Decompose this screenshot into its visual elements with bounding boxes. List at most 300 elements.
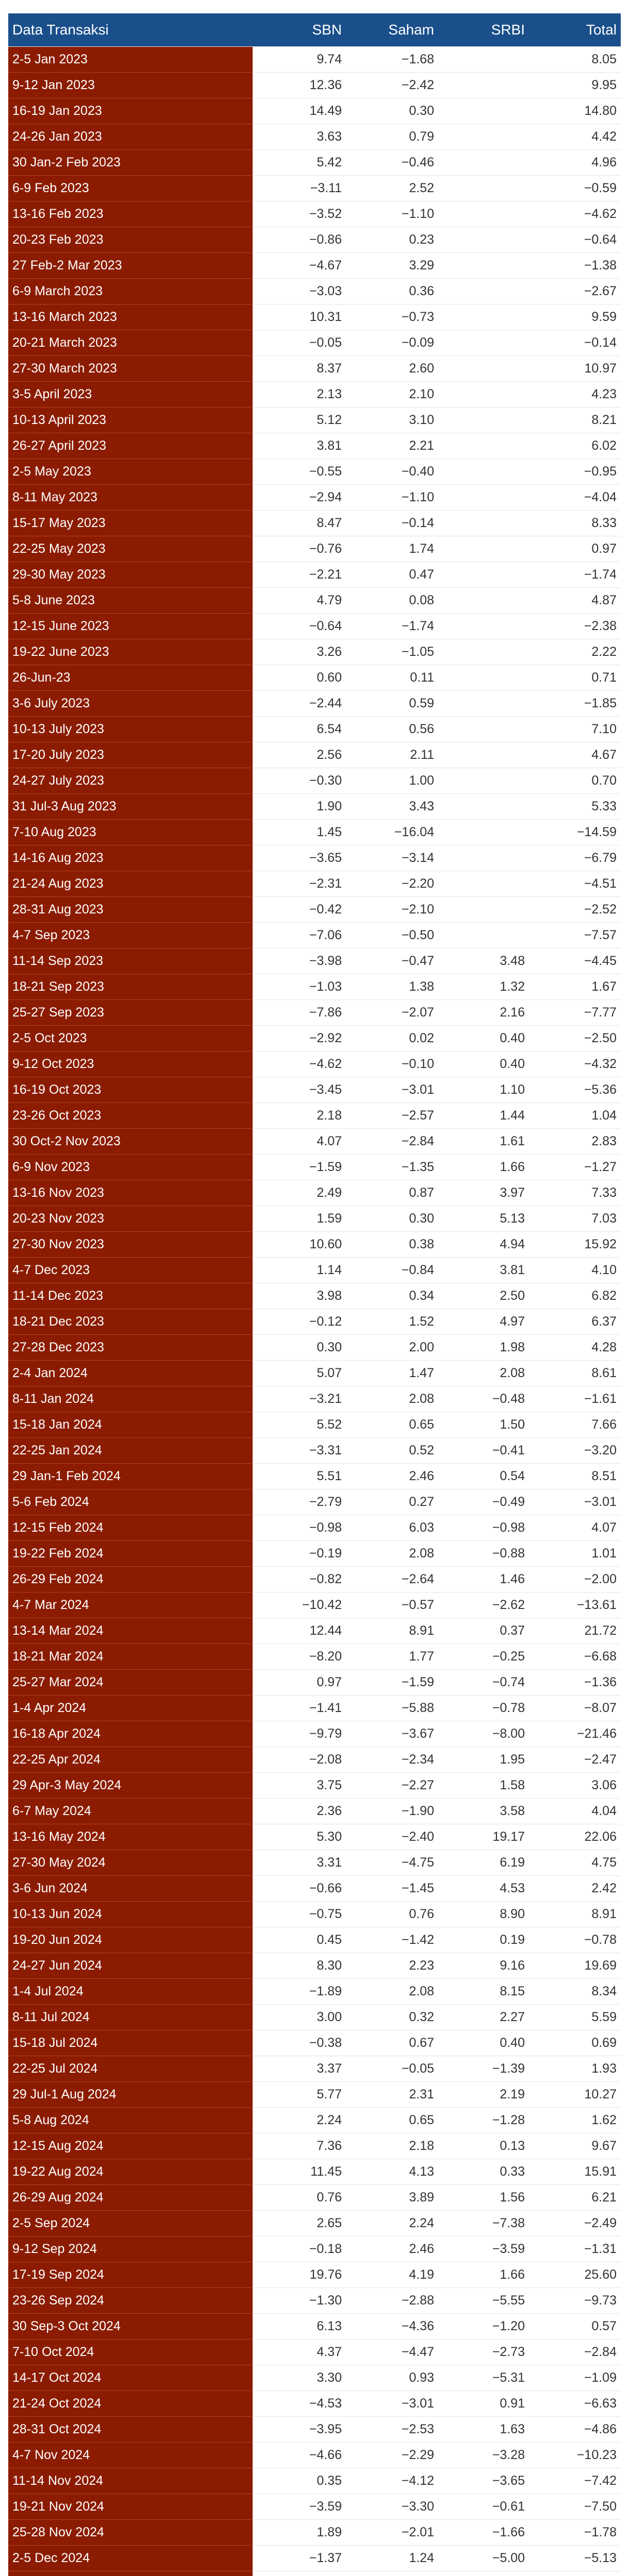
cell-saham: 0.56 [346, 716, 438, 742]
cell-sbn: −2.44 [253, 690, 346, 716]
cell-saham: 1.38 [346, 974, 438, 999]
cell-srbi: 4.53 [438, 1875, 529, 1901]
cell-sbn: −3.95 [253, 2416, 346, 2442]
table-row [8, 2107, 621, 2133]
cell-total: 0.97 [529, 536, 621, 562]
table-row [8, 2262, 621, 2287]
cell-srbi: −0.49 [438, 1489, 529, 1515]
cell-sbn: −3.45 [253, 1077, 346, 1103]
row-label: 25-27 Sep 2023 [8, 999, 253, 1025]
cell-total: −6.63 [529, 2391, 621, 2416]
cell-saham: −0.10 [346, 1051, 438, 1077]
table-row [8, 175, 621, 201]
table-row [8, 2468, 621, 2494]
cell-total: −1.61 [529, 1386, 621, 1412]
cell-total: −7.50 [529, 2494, 621, 2519]
cell-sbn: 10.31 [253, 304, 346, 330]
cell-total: 2.42 [529, 1875, 621, 1901]
table-row [8, 1180, 621, 1206]
cell-srbi: 1.63 [438, 2416, 529, 2442]
cell-srbi [438, 484, 529, 510]
cell-sbn: 2.13 [253, 381, 346, 407]
cell-sbn: 0.45 [253, 1927, 346, 1953]
cell-saham: 0.08 [346, 587, 438, 613]
row-label: 11-14 Sep 2023 [8, 948, 253, 974]
cell-total: 10.27 [529, 2081, 621, 2107]
table-row [8, 716, 621, 742]
cell-srbi: 19.17 [438, 1824, 529, 1850]
table-row [8, 201, 621, 227]
cell-total: 7.66 [529, 1412, 621, 1437]
cell-saham: 0.02 [346, 1025, 438, 1051]
table-row [8, 2056, 621, 2081]
cell-sbn: 0.30 [253, 1334, 346, 1360]
cell-total: −0.14 [529, 330, 621, 355]
cell-saham: −1.10 [346, 484, 438, 510]
cell-saham: 0.79 [346, 124, 438, 149]
table-row [8, 149, 621, 175]
row-label: 20-21 March 2023 [8, 330, 253, 355]
table-row [8, 1669, 621, 1695]
row-label: 12-15 June 2023 [8, 613, 253, 639]
row-label: 17-20 July 2023 [8, 742, 253, 768]
cell-total: −5.36 [529, 1077, 621, 1103]
cell-srbi: −2.62 [438, 1592, 529, 1618]
cell-saham: 1.47 [346, 1360, 438, 1386]
cell-sbn: 3.30 [253, 2365, 346, 2391]
cell-total: 9.59 [529, 304, 621, 330]
cell-saham: 2.60 [346, 355, 438, 381]
cell-srbi: −5.55 [438, 2287, 529, 2313]
cell-srbi: 1.56 [438, 2184, 529, 2210]
cell-srbi: 6.19 [438, 1850, 529, 1875]
cell-total: 0.70 [529, 768, 621, 793]
cell-saham: 0.87 [346, 1180, 438, 1206]
table-row [8, 1901, 621, 1927]
table-row [8, 227, 621, 252]
cell-sbn: −4.62 [253, 1051, 346, 1077]
cell-saham: 1.77 [346, 1643, 438, 1669]
cell-saham: −2.64 [346, 1566, 438, 1592]
table-row [8, 1386, 621, 1412]
cell-saham: −2.34 [346, 1747, 438, 1772]
table-row [8, 1540, 621, 1566]
column-header-srbi: SRBI [491, 21, 525, 38]
cell-saham: 2.23 [346, 1953, 438, 1978]
cell-total: −0.64 [529, 227, 621, 252]
cell-total: −7.77 [529, 999, 621, 1025]
cell-sbn: 5.42 [253, 149, 346, 175]
cell-srbi [438, 149, 529, 175]
cell-sbn: 2.24 [253, 2107, 346, 2133]
cell-saham: −0.47 [346, 948, 438, 974]
row-label: 20-23 Nov 2023 [8, 1206, 253, 1231]
row-label: 31 Jul-3 Aug 2023 [8, 793, 253, 819]
cell-total: 8.34 [529, 1978, 621, 2004]
cell-saham: 3.89 [346, 2184, 438, 2210]
cell-srbi [438, 201, 529, 227]
table-row [8, 2416, 621, 2442]
row-label: 10-13 July 2023 [8, 716, 253, 742]
table-row [8, 922, 621, 948]
cell-sbn: 1.45 [253, 819, 346, 845]
cell-total: −6.68 [529, 1643, 621, 1669]
cell-srbi [438, 459, 529, 484]
row-label: 3-6 Jun 2024 [8, 1875, 253, 1901]
cell-sbn: 3.63 [253, 124, 346, 149]
table-row [8, 2236, 621, 2262]
cell-saham: 0.52 [346, 1437, 438, 1463]
cell-total: 4.96 [529, 149, 621, 175]
cell-sbn: 5.51 [253, 1463, 346, 1489]
cell-srbi: −0.74 [438, 1669, 529, 1695]
cell-saham: 1.00 [346, 768, 438, 793]
data-table-container [8, 13, 621, 2576]
cell-srbi: 1.44 [438, 1103, 529, 1128]
cell-sbn: 5.30 [253, 1824, 346, 1850]
cell-saham: 4.19 [346, 2262, 438, 2287]
cell-srbi: 1.61 [438, 1128, 529, 1154]
cell-saham: 2.46 [346, 1463, 438, 1489]
cell-saham: −1.59 [346, 1669, 438, 1695]
table-row [8, 690, 621, 716]
cell-sbn: −0.98 [253, 1515, 346, 1540]
row-label: 29 Apr-3 May 2024 [8, 1772, 253, 1798]
cell-total: −1.78 [529, 2519, 621, 2545]
cell-sbn: 8.37 [253, 355, 346, 381]
row-label: 26-29 Feb 2024 [8, 1566, 253, 1592]
cell-srbi: 0.91 [438, 2391, 529, 2416]
cell-total: 1.67 [529, 974, 621, 999]
row-label: 15-18 Jan 2024 [8, 1412, 253, 1437]
row-label: 1-4 Apr 2024 [8, 1695, 253, 1721]
cell-srbi: 3.97 [438, 1180, 529, 1206]
cell-sbn: 4.79 [253, 587, 346, 613]
row-label: 13-16 May 2024 [8, 1824, 253, 1850]
table-row [8, 665, 621, 690]
table-row [8, 1772, 621, 1798]
cell-sbn: 19.76 [253, 2262, 346, 2287]
data-table [8, 13, 621, 2576]
cell-sbn: −4.66 [253, 2442, 346, 2468]
cell-sbn: 2.18 [253, 1103, 346, 1128]
cell-total: 7.33 [529, 1180, 621, 1206]
table-row [8, 2210, 621, 2236]
cell-saham: 3.29 [346, 252, 438, 278]
cell-saham: 2.08 [346, 1540, 438, 1566]
cell-saham: 0.23 [346, 227, 438, 252]
cell-srbi: 2.27 [438, 2004, 529, 2030]
row-label: 6-9 March 2023 [8, 278, 253, 304]
cell-sbn: −10.42 [253, 1592, 346, 1618]
cell-saham: 6.03 [346, 1515, 438, 1540]
cell-saham: 0.32 [346, 2004, 438, 2030]
table-row [8, 2519, 621, 2545]
cell-sbn: 9.74 [253, 46, 346, 72]
row-label: 23-26 Sep 2024 [8, 2287, 253, 2313]
cell-sbn: −3.31 [253, 1437, 346, 1463]
cell-srbi: 1.10 [438, 1077, 529, 1103]
cell-srbi [438, 871, 529, 896]
row-label: 4-7 Sep 2023 [8, 922, 253, 948]
cell-saham: 0.59 [346, 690, 438, 716]
cell-srbi: −0.98 [438, 1515, 529, 1540]
table-row [8, 252, 621, 278]
cell-saham: 2.08 [346, 1978, 438, 2004]
table-row [8, 845, 621, 871]
cell-saham: −2.20 [346, 871, 438, 896]
table-row [8, 1206, 621, 1231]
cell-srbi: −7.38 [438, 2210, 529, 2236]
cell-sbn: −1.30 [253, 2287, 346, 2313]
cell-saham: 2.21 [346, 433, 438, 459]
cell-saham: −2.40 [346, 1824, 438, 1850]
cell-sbn: 12.36 [253, 72, 346, 98]
table-row [8, 278, 621, 304]
cell-sbn: 8.30 [253, 1953, 346, 1978]
cell-srbi: 1.50 [438, 1412, 529, 1437]
cell-saham: 2.24 [346, 2210, 438, 2236]
cell-saham: 0.11 [346, 665, 438, 690]
table-row [8, 1618, 621, 1643]
row-label: 11-14 Nov 2024 [8, 2468, 253, 2494]
table-row [8, 1747, 621, 1772]
row-label: 13-16 March 2023 [8, 304, 253, 330]
cell-srbi: 9.16 [438, 1953, 529, 1978]
cell-srbi: 1.66 [438, 2262, 529, 2287]
cell-total: −2.50 [529, 1025, 621, 1051]
table-row [8, 1231, 621, 1257]
cell-saham: 0.30 [346, 98, 438, 124]
cell-srbi: 2.19 [438, 2081, 529, 2107]
column-header-total: Total [586, 21, 617, 38]
cell-srbi [438, 46, 529, 72]
table-row [8, 1798, 621, 1824]
cell-sbn: −1.37 [253, 2545, 346, 2571]
row-label: 29-30 May 2023 [8, 562, 253, 587]
cell-sbn: −0.42 [253, 896, 346, 922]
cell-total: 4.87 [529, 587, 621, 613]
cell-sbn: 10.60 [253, 1231, 346, 1257]
table-row [8, 1850, 621, 1875]
cell-total: −13.61 [529, 1592, 621, 1618]
cell-total: 8.33 [529, 510, 621, 536]
cell-srbi: −1.66 [438, 2519, 529, 2545]
cell-srbi [438, 330, 529, 355]
row-label: 28-31 Aug 2023 [8, 896, 253, 922]
cell-total: 7.03 [529, 1206, 621, 1231]
cell-srbi: 4.97 [438, 1309, 529, 1334]
cell-srbi: 1.66 [438, 1154, 529, 1180]
cell-srbi: 1.95 [438, 1747, 529, 1772]
cell-sbn: −1.03 [253, 974, 346, 999]
row-label: 12-15 Aug 2024 [8, 2133, 253, 2159]
cell-srbi: −3.65 [438, 2468, 529, 2494]
cell-total: 8.51 [529, 1463, 621, 1489]
table-row [8, 46, 621, 72]
cell-sbn: −8.20 [253, 1643, 346, 1669]
cell-saham: −0.14 [346, 510, 438, 536]
cell-saham: 2.18 [346, 2133, 438, 2159]
row-label: 28-31 Oct 2024 [8, 2416, 253, 2442]
table-row [8, 974, 621, 999]
table-header-row [8, 13, 621, 46]
table-row [8, 1025, 621, 1051]
cell-total: −1.74 [529, 562, 621, 587]
row-label: 27-30 May 2024 [8, 1850, 253, 1875]
table-row [8, 355, 621, 381]
cell-total: 6.02 [529, 433, 621, 459]
cell-sbn: 0.60 [253, 665, 346, 690]
cell-saham: 0.34 [346, 1283, 438, 1309]
row-label: 2-5 Dec 2024 [8, 2545, 253, 2571]
cell-total: −10.23 [529, 2442, 621, 2468]
cell-saham: −0.73 [346, 304, 438, 330]
cell-sbn: −3.52 [253, 201, 346, 227]
cell-saham: 0.65 [346, 2107, 438, 2133]
table-row [8, 98, 621, 124]
cell-total: −21.46 [529, 1721, 621, 1747]
cell-saham: −0.50 [346, 922, 438, 948]
table-row [8, 1051, 621, 1077]
row-label: 8-11 Jan 2024 [8, 1386, 253, 1412]
cell-saham: 2.10 [346, 381, 438, 407]
row-label: 18-21 Sep 2023 [8, 974, 253, 999]
cell-sbn: −2.79 [253, 1489, 346, 1515]
cell-total: 6.21 [529, 2184, 621, 2210]
table-row [8, 896, 621, 922]
row-label: 22-25 Jan 2024 [8, 1437, 253, 1463]
cell-sbn: 1.14 [253, 1257, 346, 1283]
table-row [8, 1283, 621, 1309]
cell-sbn: 3.00 [253, 2004, 346, 2030]
cell-total: 4.23 [529, 381, 621, 407]
cell-total: 4.75 [529, 1850, 621, 1875]
row-label: 24-27 July 2023 [8, 768, 253, 793]
cell-total: 1.01 [529, 1540, 621, 1566]
cell-saham: −1.10 [346, 201, 438, 227]
row-label: 18-21 Dec 2023 [8, 1309, 253, 1334]
cell-saham: 8.91 [346, 1618, 438, 1643]
cell-total: −4.51 [529, 871, 621, 896]
cell-total: −4.86 [529, 2416, 621, 2442]
row-label: 4-7 Dec 2023 [8, 1257, 253, 1283]
cell-total: 8.61 [529, 1360, 621, 1386]
cell-saham: −4.12 [346, 2468, 438, 2494]
cell-srbi [438, 72, 529, 98]
cell-saham: 1.52 [346, 1309, 438, 1334]
row-label: 26-Jun-23 [8, 665, 253, 690]
row-label: 25-28 Nov 2024 [8, 2519, 253, 2545]
row-label: 27-30 March 2023 [8, 355, 253, 381]
cell-sbn: 6.13 [253, 2313, 346, 2339]
cell-total: −6.79 [529, 845, 621, 871]
row-label: 22-25 May 2023 [8, 536, 253, 562]
cell-total: 1.93 [529, 2056, 621, 2081]
table-row [8, 510, 621, 536]
cell-sbn: 2.36 [253, 1798, 346, 1824]
table-row [8, 948, 621, 974]
cell-saham: −0.40 [346, 459, 438, 484]
row-label: 3-6 July 2023 [8, 690, 253, 716]
cell-total: 21.72 [529, 1618, 621, 1643]
cell-total: 8.21 [529, 407, 621, 433]
cell-srbi [438, 252, 529, 278]
table-row [8, 459, 621, 484]
cell-saham [346, 2571, 438, 2576]
row-label: 8-11 Jul 2024 [8, 2004, 253, 2030]
cell-saham: −2.42 [346, 72, 438, 98]
table-row [8, 1412, 621, 1437]
table-row [8, 613, 621, 639]
cell-sbn [253, 2571, 346, 2576]
cell-srbi: 0.37 [438, 1618, 529, 1643]
table-row [8, 1953, 621, 1978]
cell-saham: −3.01 [346, 1077, 438, 1103]
table-row [8, 2081, 621, 2107]
cell-sbn: −0.55 [253, 459, 346, 484]
cell-sbn: 1.90 [253, 793, 346, 819]
cell-saham: −16.04 [346, 819, 438, 845]
table-row [8, 1643, 621, 1669]
cell-sbn: −7.06 [253, 922, 346, 948]
cell-total: 0.69 [529, 2030, 621, 2056]
row-label: 19-22 Aug 2024 [8, 2159, 253, 2184]
cell-srbi: 0.40 [438, 1051, 529, 1077]
cell-saham: 0.27 [346, 1489, 438, 1515]
cell-sbn: −9.79 [253, 1721, 346, 1747]
cell-sbn: 4.37 [253, 2339, 346, 2365]
cell-total: −3.01 [529, 1489, 621, 1515]
cell-total: −14.59 [529, 819, 621, 845]
cell-sbn: 2.65 [253, 2210, 346, 2236]
cell-saham: 3.43 [346, 793, 438, 819]
cell-sbn: −0.19 [253, 1540, 346, 1566]
cell-total: −4.62 [529, 201, 621, 227]
cell-total: −4.32 [529, 1051, 621, 1077]
cell-total: −2.84 [529, 2339, 621, 2365]
row-label: 5-8 June 2023 [8, 587, 253, 613]
cell-sbn: −3.98 [253, 948, 346, 974]
cell-total: −1.09 [529, 2365, 621, 2391]
cell-saham: −1.74 [346, 613, 438, 639]
table-row [8, 768, 621, 793]
cell-sbn: −2.31 [253, 871, 346, 896]
cell-saham: −2.53 [346, 2416, 438, 2442]
cell-total: −2.52 [529, 896, 621, 922]
row-label: 21-24 Aug 2023 [8, 871, 253, 896]
cell-total: 19.69 [529, 1953, 621, 1978]
cell-sbn: 12.44 [253, 1618, 346, 1643]
cell-saham: −4.36 [346, 2313, 438, 2339]
table-row [8, 1334, 621, 1360]
row-label: 12-15 Feb 2024 [8, 1515, 253, 1540]
cell-srbi: 0.33 [438, 2159, 529, 2184]
cell-srbi: 0.13 [438, 2133, 529, 2159]
row-label: 15-18 Jul 2024 [8, 2030, 253, 2056]
cell-sbn: −0.64 [253, 613, 346, 639]
cell-srbi: −2.73 [438, 2339, 529, 2365]
cell-total: 22.06 [529, 1824, 621, 1850]
table-row [8, 2571, 621, 2576]
cell-saham: −0.46 [346, 149, 438, 175]
cell-sbn: 5.07 [253, 1360, 346, 1386]
table-row [8, 2313, 621, 2339]
cell-saham: 0.30 [346, 1206, 438, 1231]
cell-sbn: 11.45 [253, 2159, 346, 2184]
cell-sbn: −3.59 [253, 2494, 346, 2519]
table-row [8, 1103, 621, 1128]
